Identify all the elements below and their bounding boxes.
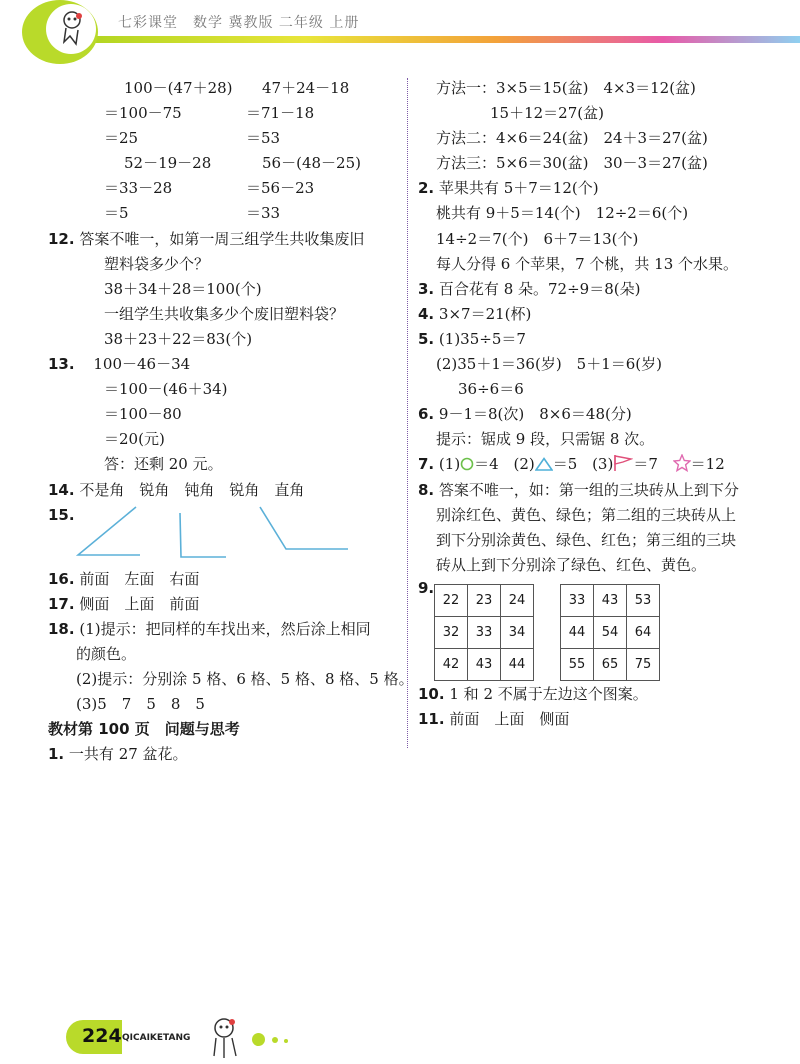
grid-cell: 32 — [435, 616, 468, 648]
q6 — [418, 402, 788, 427]
q12-line: 38＋23＋22＝83(个) — [104, 329, 253, 348]
q3 — [418, 277, 788, 302]
q5-number: 5. — [418, 329, 435, 348]
grid-cell: 33 — [468, 616, 501, 648]
calc-right: ＝56－23 — [246, 179, 315, 198]
q3-number: 3. — [418, 279, 435, 298]
grid-cell: 55 — [561, 648, 594, 680]
angle-2 — [180, 513, 226, 557]
q7-part: (1) — [438, 455, 461, 474]
calc-left: ＝25 — [104, 129, 139, 148]
q7-part: (2) — [513, 455, 535, 474]
q5-line: (1)35÷5＝7 — [438, 329, 526, 348]
q7-value: ＝7 — [633, 455, 658, 474]
q6-line: 9－1＝8(次) 8×6＝48(分) — [438, 405, 632, 424]
s1 — [48, 742, 406, 767]
q8-line: 到下分别涂黄色、绿色、红色；第三组的三块 — [436, 530, 737, 549]
q8 — [418, 478, 788, 503]
grid-cell: 42 — [435, 648, 468, 680]
s1-text: 一共有 27 盆花。 — [68, 745, 188, 764]
q4 — [418, 302, 788, 327]
method-3: 方法三：5×6＝30(盆) 30－3＝27(盆) — [436, 154, 708, 173]
q4-number: 4. — [418, 304, 435, 323]
calc-right: ＝71－18 — [246, 104, 315, 123]
q10-number: 10. — [418, 684, 445, 703]
q18-line: (1)提示：把同样的车找出来，然后涂上相同 — [79, 619, 371, 638]
footer-dot — [252, 1033, 265, 1046]
q11-number: 11. — [418, 709, 445, 728]
header-color-bar — [40, 36, 800, 43]
q8-line: 别涂红色、黄色、绿色；第二组的三块砖从上 — [436, 505, 737, 524]
q4-text: 3×7＝21(杯) — [438, 304, 532, 323]
grid-cell: 64 — [627, 616, 660, 648]
star-icon — [673, 454, 691, 472]
q10-text: 1 和 2 不属于左边这个图案。 — [449, 684, 648, 703]
page-number: 224 — [82, 1025, 122, 1047]
calc-right: ＝53 — [246, 129, 281, 148]
q8-line: 砖从上到下分别涂了绿色、红色、黄色。 — [436, 555, 707, 574]
q8-line: 答案不唯一，如：第一组的三块砖从上到下分 — [438, 480, 739, 499]
q12 — [48, 227, 406, 252]
calc-left: 52－19－28 — [124, 154, 212, 173]
q8-number: 8. — [418, 480, 435, 499]
calc-right: 47＋24－18 — [262, 79, 350, 97]
calc-right: ＝33 — [246, 204, 281, 223]
q16 — [48, 567, 406, 592]
grid-cell: 54 — [594, 616, 627, 648]
q2-line: 桃共有 9＋5＝14(个) 12÷2＝6(个) — [436, 204, 689, 223]
q18-line: (3)5 7 5 8 5 — [76, 695, 205, 714]
q13-line: ＝100－80 — [104, 405, 182, 424]
s1-number: 1. — [48, 745, 65, 764]
method-1: 方法一：3×5＝15(盆) 4×3＝12(盆) — [436, 79, 696, 97]
footer-dot — [272, 1037, 278, 1043]
q9-number: 9. — [418, 578, 435, 597]
q18-line: (2)提示：分别涂 5 格、6 格、5 格、8 格、5 格。 — [76, 669, 414, 688]
q13-number: 13. — [48, 355, 75, 374]
q2-line: 14÷2＝7(个) 6＋7＝13(个) — [436, 229, 639, 248]
header-title: 七彩课堂 数学 冀教版 二年级 上册 — [118, 15, 360, 31]
q15 — [48, 503, 406, 567]
grid-cell: 23 — [468, 584, 501, 616]
footer-brand: QICAIKETANG — [122, 1033, 191, 1043]
method-1-cont: 15＋12＝27(盆) — [490, 104, 604, 123]
q2-number: 2. — [418, 179, 435, 198]
q7-value: ＝5 — [552, 455, 578, 474]
right-column — [418, 76, 788, 732]
grid-cell: 43 — [468, 648, 501, 680]
angle-figures — [76, 503, 376, 565]
angle-3 — [260, 507, 348, 549]
column-divider — [407, 78, 408, 748]
grid-cell: 44 — [561, 616, 594, 648]
q13-line: 答：还剩 20 元。 — [104, 455, 223, 474]
q18-line: 的颜色。 — [76, 644, 137, 663]
circle-icon — [460, 457, 474, 471]
q18-number: 18. — [48, 619, 75, 638]
q6-line: 提示：锯成 9 段，只需锯 8 次。 — [436, 430, 655, 449]
q17-text: 侧面 上面 前面 — [79, 594, 200, 613]
q18 — [48, 617, 406, 642]
q5-line: 36÷6＝6 — [458, 380, 524, 399]
mascot-icon — [46, 4, 96, 54]
number-grid-1 — [434, 584, 534, 681]
q5 — [418, 327, 788, 352]
calc-left: ＝5 — [104, 204, 129, 223]
grid-cell: 22 — [435, 584, 468, 616]
calc-left: ＝33－28 — [104, 179, 173, 198]
q9 — [418, 578, 788, 682]
q17 — [48, 592, 406, 617]
number-grid-2 — [560, 584, 660, 681]
q12-line: 一组学生共收集多少个废旧塑料袋？ — [104, 304, 345, 323]
triangle-icon — [535, 457, 553, 471]
q2-line: 苹果共有 5＋7＝12(个) — [438, 179, 599, 198]
q14 — [48, 478, 406, 503]
q10 — [418, 682, 788, 707]
q16-number: 16. — [48, 569, 75, 588]
angle-1 — [78, 507, 140, 555]
grid-cell: 53 — [627, 584, 660, 616]
q2-line: 每人分得 6 个苹果，7 个桃，共 13 个水果。 — [436, 254, 739, 273]
q11 — [418, 707, 788, 732]
q12-number: 12. — [48, 229, 75, 248]
left-column — [48, 76, 414, 767]
calc-row — [76, 176, 406, 201]
calc-row — [76, 126, 406, 151]
flag-icon — [613, 454, 633, 472]
q17-number: 17. — [48, 594, 75, 613]
q16-text: 前面 左面 右面 — [79, 569, 200, 588]
q14-number: 14. — [48, 480, 75, 499]
calc-row — [76, 76, 406, 101]
q7-part: (3) — [592, 455, 614, 474]
grid-cell: 65 — [594, 648, 627, 680]
grid-cell: 24 — [501, 584, 534, 616]
grid-cell: 44 — [501, 648, 534, 680]
q13-line: ＝100－(46＋34) — [104, 380, 228, 399]
footer-dot — [284, 1039, 288, 1043]
q13 — [48, 352, 406, 377]
method-2: 方法二：4×6＝24(盆) 24＋3＝27(盆) — [436, 129, 708, 148]
grid-cell: 33 — [561, 584, 594, 616]
q13-line: ＝20(元) — [104, 430, 165, 449]
q14-text: 不是角 锐角 钝角 锐角 直角 — [79, 480, 305, 499]
q12-line: 答案不唯一，如第一周三组学生共收集废旧 — [79, 229, 365, 248]
grid-cell: 75 — [627, 648, 660, 680]
q5-line: (2)35＋1＝36(岁) 5＋1＝6(岁) — [436, 355, 663, 374]
q6-number: 6. — [418, 405, 435, 424]
grid-cell: 43 — [594, 584, 627, 616]
grid-cell: 34 — [501, 616, 534, 648]
q7-value: ＝12 — [690, 455, 725, 474]
q12-line: 38＋34＋28＝100(个) — [104, 279, 262, 298]
page-number-badge — [66, 1020, 122, 1054]
q7-number: 7. — [418, 455, 435, 474]
calc-row — [76, 101, 406, 126]
q11-text: 前面 上面 侧面 — [449, 709, 570, 728]
q7 — [418, 452, 788, 477]
calc-left: ＝100－75 — [104, 104, 182, 123]
q7-value: ＝4 — [474, 455, 499, 474]
mascot-footer-icon — [200, 1014, 250, 1060]
q13-line: 100－46－34 — [93, 355, 191, 374]
section-heading: 教材第 100 页 问题与思考 — [48, 720, 240, 739]
q2 — [418, 176, 788, 201]
calc-row — [76, 151, 406, 176]
q3-text: 百合花有 8 朵。72÷9＝8(朵) — [438, 279, 641, 298]
calc-row — [76, 201, 406, 226]
q12-line: 塑料袋多少个？ — [104, 254, 210, 273]
calc-left: 100－(47＋28) — [124, 79, 233, 97]
calc-right: 56－(48－25) — [262, 154, 361, 173]
q15-number: 15. — [48, 505, 75, 524]
